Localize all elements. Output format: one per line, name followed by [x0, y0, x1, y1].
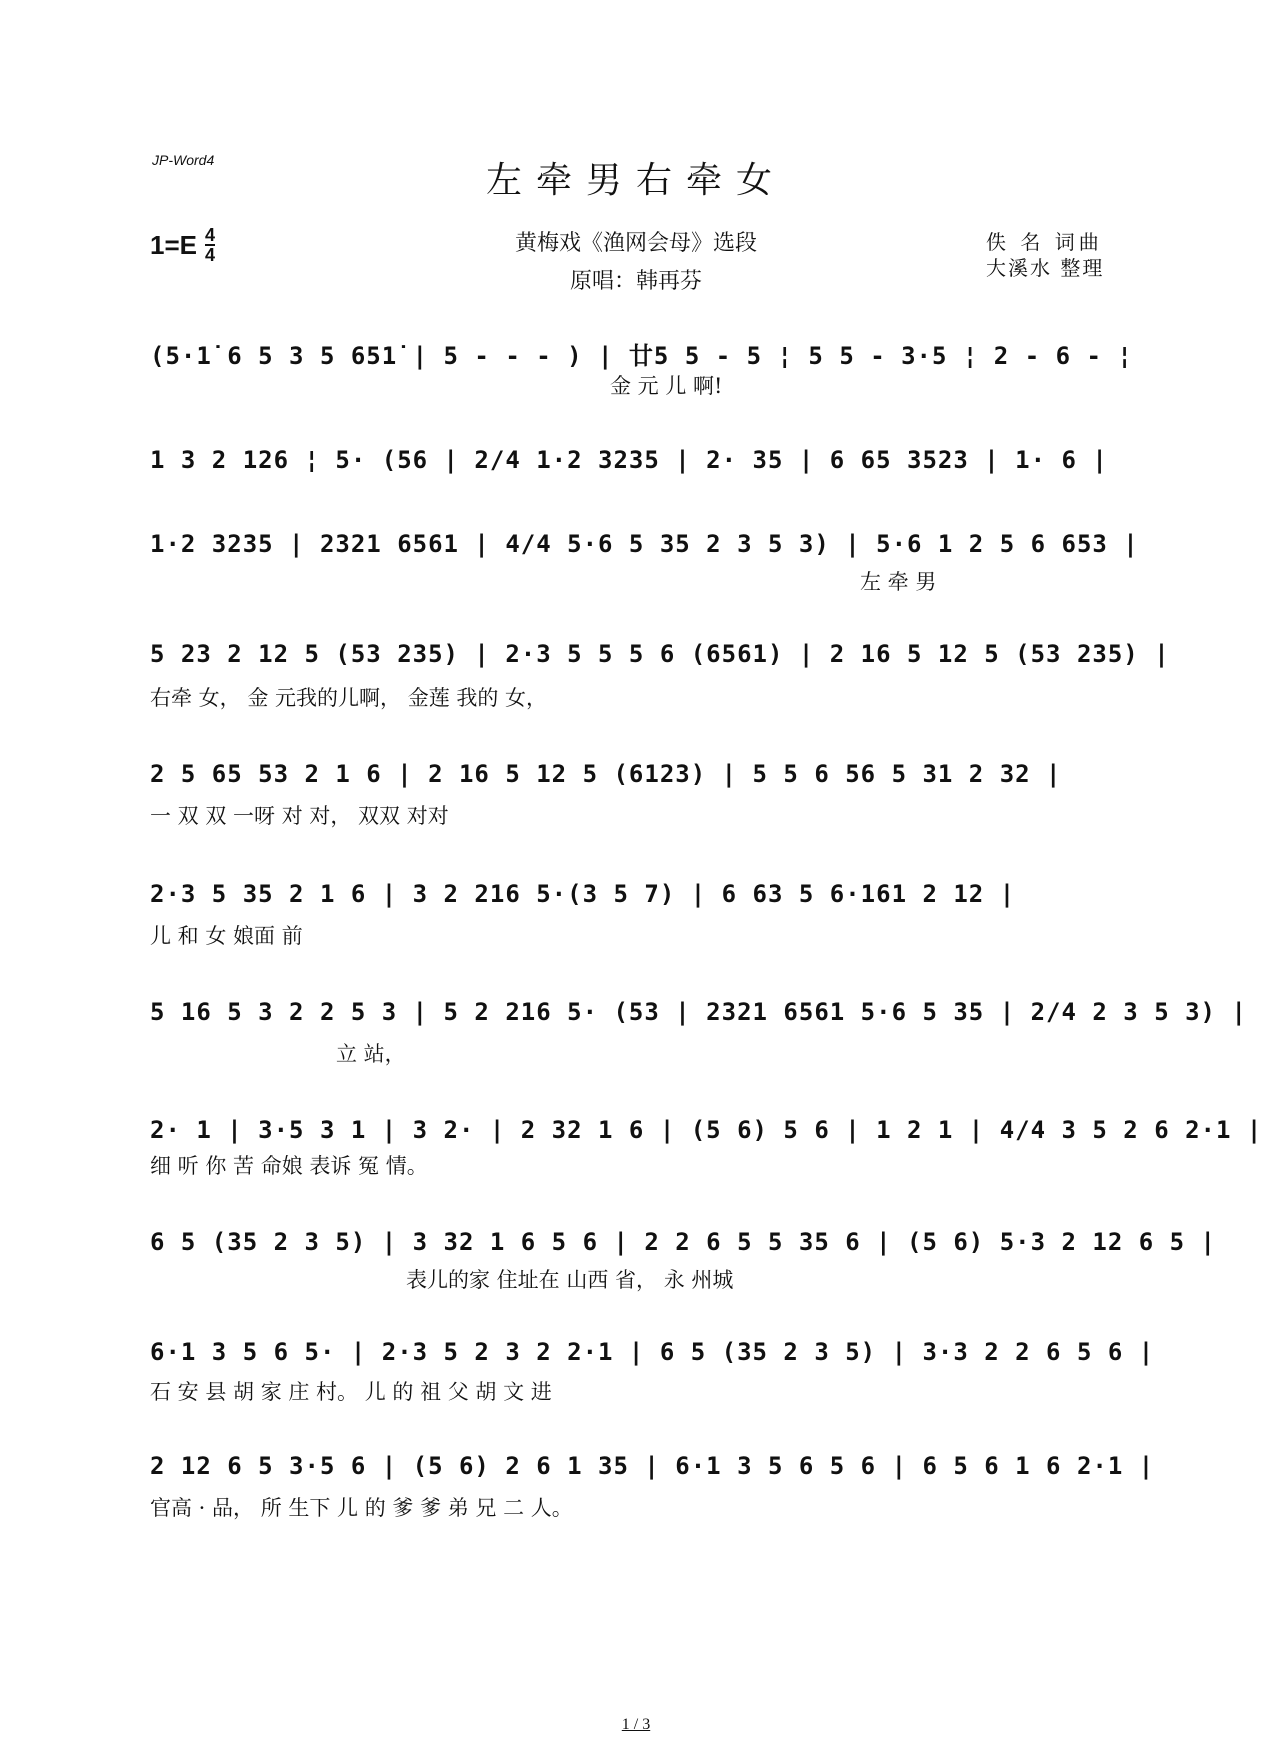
system-1-lyrics: 金 元 儿 啊!: [610, 374, 723, 398]
subtitle: 黄梅戏《渔网会母》选段: [514, 231, 757, 256]
system-5-lyrics: 一 双 双 一呀 对 对， 双双 对对: [150, 804, 449, 828]
time-bottom: 4: [205, 245, 216, 265]
system-4-notes: 5 23 2 12 5 (53 235) | 2·3 5 5 5 6 (6561) | 2 16 5 12 5 (53 235) |: [150, 640, 1170, 668]
watermark: JP-Word4: [152, 152, 215, 168]
system-1-notes: (5·1̇ 6 5 3 5 651̇ | 5 - - - ) | 廿5 5 - 5 ¦ 5 5 - 3·5 ¦ 2 - 6 - ¦: [150, 342, 1133, 370]
system-11-notes: 2 12 6 5 3·5 6 | (5 6) 2 6 1 35 | 6·1 3 5 6 5 6 | 6 5 6 1 6 2·1 |: [150, 1452, 1155, 1480]
system-11-lyrics: 官高 · 品， 所 生下 儿 的 爹 爹 弟 兄 二 人。: [150, 1496, 573, 1520]
credit-composer: 佚 名 词曲: [986, 230, 1103, 254]
system-9-lyrics: 表儿的家 住址在 山西 省， 永 州城: [406, 1268, 734, 1292]
system-9-notes: 6 5 (35 2 3 5) | 3 32 1 6 5 6 | 2 2 6 5 5 35 6 | (5 6) 5·3 2 12 6 5 |: [150, 1228, 1216, 1256]
song-title: 左牵男右牵女: [485, 160, 786, 201]
page-number: [0, 1716, 1272, 1734]
system-6-notes: 2·3 5 35 2 1 6 | 3 2 216 5·(3 5 7) | 6 63 5 6·161 2 12 |: [150, 880, 1016, 908]
system-8-lyrics: 细 听 你 苦 命娘 表诉 冤 情。: [150, 1154, 428, 1178]
system-7-lyrics: 立 站，: [336, 1042, 406, 1066]
system-3-lyrics: 左 牵 男: [860, 570, 937, 594]
credit-arranger: 大溪水 整理: [986, 256, 1105, 280]
system-5-notes: 2 5 65 53 2 1 6 | 2 16 5 12 5 (6123) | 5 5 6 56 5 31 2 32 |: [150, 760, 1062, 788]
original-singer: 原唱：韩再芬: [569, 269, 702, 294]
system-8-notes: 2· 1 | 3·5 3 1 | 3 2· | 2 32 1 6 | (5 6) 5 6 | 1 2 1 | 4/4 3 5 2 6 2·1 |: [150, 1116, 1263, 1144]
system-2-notes: 1 3 2 126 ¦ 5· (56 | 2/4 1·2 3235 | 2· 35 | 6 65 3523 | 1· 6 |: [150, 446, 1108, 474]
system-10-notes: 6·1 3 5 6 5· | 2·3 5 2 3 2 2·1 | 6 5 (35 2 3 5) | 3·3 2 2 6 5 6 |: [150, 1338, 1155, 1366]
system-3-notes: 1·2 3235 | 2321 6561 | 4/4 5·6 5 35 2 3 5 3) | 5·6 1 2 5 6 653 |: [150, 530, 1139, 558]
system-10-lyrics: 石 安 县 胡 家 庄 村。 儿 的 祖 父 胡 文 进: [150, 1380, 552, 1404]
page-number-text: 1 / 3: [621, 1716, 651, 1733]
key-label: 1=E: [150, 229, 197, 260]
system-4-lyrics: 右牵 女， 金 元我的儿啊， 金莲 我的 女，: [150, 686, 548, 710]
system-7-notes: 5 16 5 3 2 2 5 3 | 5 2 216 5· (53 | 2321 6561 5·6 5 35 | 2/4 2 3 5 3) |: [150, 998, 1247, 1026]
system-6-lyrics: 儿 和 女 娘面 前: [150, 924, 303, 948]
time-top: 4: [205, 225, 216, 245]
